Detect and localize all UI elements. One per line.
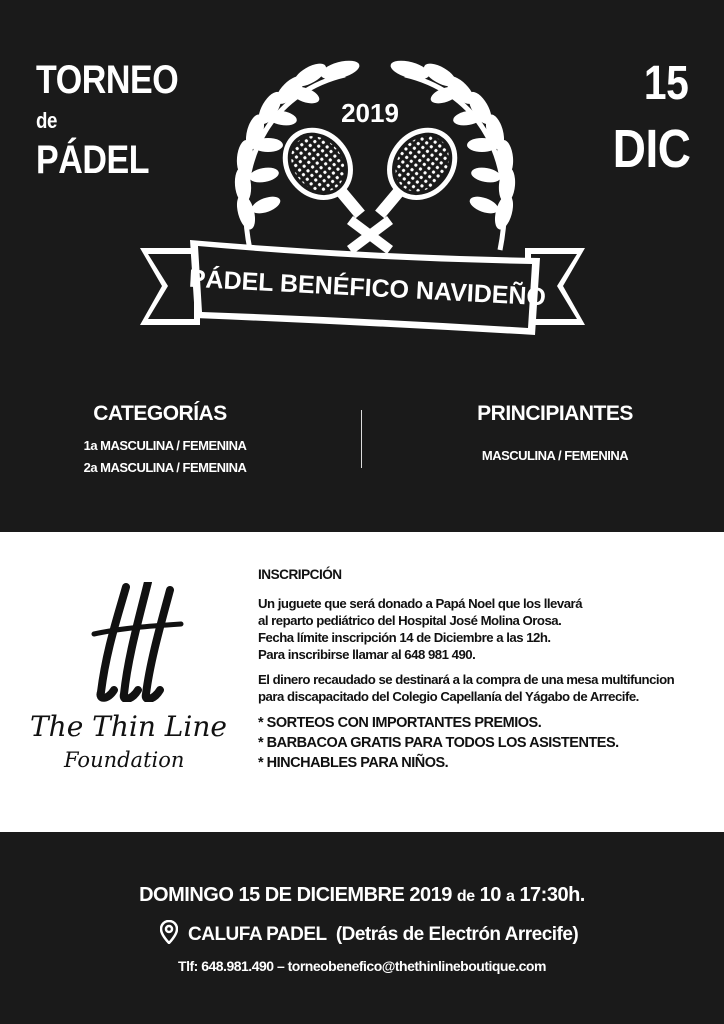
event-a: a [505,888,515,905]
category-line-1: 1a MASCULINA / FEMENINA [83,438,247,453]
registration-heading: INSCRIPCIÓN [258,567,342,582]
footer-section [0,832,724,1024]
location-text: CALUFA PADEL (Detrás de Electrón Arrecife) [188,924,579,945]
categories-heading: CATEGORÍAS [93,402,227,425]
event-datetime [0,884,724,907]
bullet-item: * SORTEOS CON IMPORTANTES PREMIOS. [258,715,542,731]
event-time-start: 10 [479,884,501,906]
bullet-item: * HINCHABLES PARA NIÑOS. [258,755,449,771]
foundation-subtitle: Foundation [64,748,185,772]
date-day: 15 [643,57,688,110]
event-date: DOMINGO 15 DE DICIEMBRE 2019 [139,884,452,906]
title-padel: PÁDEL [36,138,150,182]
event-time-end: 17:30h. [519,884,585,906]
foundation-name: The Thin Line [30,710,227,743]
event-de: de [456,888,475,905]
registration-line: Fecha límite inscripción 14 de Diciembre a las 12h. [258,630,551,645]
beginners-line: MASCULINA / FEMENINA [481,448,629,463]
banner-text: PÁDEL BENÉFICO NAVIDEÑO [188,264,547,312]
event-location [160,920,578,946]
registration-line: al reparto pediátrico del Hospital José Molina Orosa. [258,613,562,628]
divider-line [361,410,362,468]
bullet-item: * BARBACOA GRATIS PARA TODOS LOS ASISTENTES. [258,735,619,751]
donation-line: El dinero recaudado se destinará a la compra de una mesa multifuncion [258,672,675,687]
category-line-2: 2a MASCULINA / FEMENINA [83,460,247,475]
registration-info [258,566,718,773]
tournament-emblem [140,50,585,350]
laurel-wreath-icon [233,57,516,250]
emblem-year: 2019 [341,98,399,128]
padel-racket-icon [272,117,469,250]
title-torneo: TORNEO [36,58,179,102]
info-section [0,532,724,832]
date-month: DIC [612,119,690,179]
registration-line: Para inscribirse llamar al 648 981 490. [258,647,476,662]
title-de: de [36,108,57,133]
donation-line: para discapacitado del Colegio Capellanía del Yágabo de Arrecife. [258,689,639,704]
contact-info: Tlf: 648.981.490 – torneobenefico@thethinlineboutique.com [178,958,546,974]
map-pin-icon [160,920,178,944]
registration-line: Un juguete que será donado a Papá Noel que los llevará [258,596,583,611]
beginners-heading: PRINCIPIANTES [477,402,633,425]
ttl-monogram-icon [86,582,186,702]
